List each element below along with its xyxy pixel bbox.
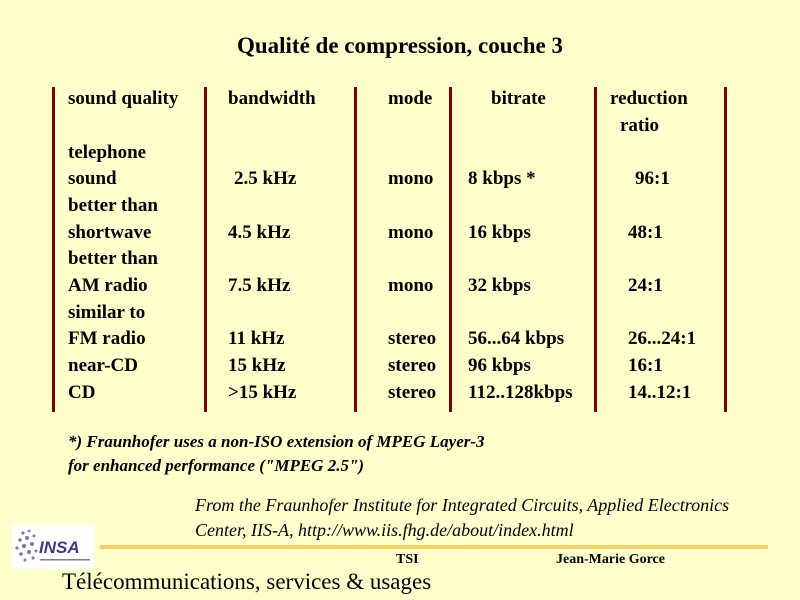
footer-divider (100, 545, 768, 549)
row4-reduction: 26...24:1 (628, 328, 697, 349)
svg-text:INSA: INSA (39, 538, 80, 557)
insa-logo-icon (12, 525, 94, 569)
footer-author: Jean-Marie Gorce (556, 552, 665, 567)
row2-bitrate: 16 kbps (468, 222, 531, 243)
row1-quality-line1: telephone (68, 142, 147, 163)
header-mode: mode (388, 88, 433, 109)
row4-bitrate: 56...64 kbps (468, 328, 565, 349)
row3-quality-line1: better than (68, 248, 158, 269)
footer-course: TSI (396, 552, 419, 567)
row3-mode: mono (388, 275, 434, 296)
footnote (68, 430, 485, 478)
row6-mode: stereo (388, 382, 437, 403)
row5-bitrate: 96 kbps (468, 355, 531, 376)
insa-logo (12, 525, 94, 569)
header-bandwidth: bandwidth (228, 88, 316, 109)
row6-reduction: 14..12:1 (628, 382, 692, 403)
source-line2: Center, IIS-A, http://www.iis.fhg.de/about/index.html (195, 520, 574, 540)
table-divider (204, 87, 207, 412)
table-divider (449, 87, 452, 412)
row5-mode: stereo (388, 355, 437, 376)
row5-quality: near-CD (68, 355, 138, 376)
row3-bandwidth: 7.5 kHz (228, 275, 291, 296)
row2-quality-line2: shortwave (68, 222, 152, 243)
footer-title: Télécommunications, services & usages (62, 569, 432, 594)
row5-reduction: 16:1 (628, 355, 663, 376)
row4-mode: stereo (388, 328, 437, 349)
row2-quality-line1: better than (68, 195, 158, 216)
header-ratio: ratio (620, 115, 660, 136)
row1-mode: mono (388, 168, 434, 189)
row1-bandwidth: 2.5 kHz (234, 168, 297, 189)
header-reduction: reduction (610, 88, 688, 109)
footnote-line1: *) Fraunhofer uses a non-ISO extension of MPEG Layer-3 (68, 432, 485, 451)
source-citation (195, 493, 729, 543)
row3-bitrate: 32 kbps (468, 275, 531, 296)
row4-quality-line2: FM radio (68, 328, 146, 349)
header-bitrate: bitrate (491, 88, 546, 109)
footnote-line2: for enhanced performance ("MPEG 2.5") (68, 456, 365, 475)
row6-quality: CD (68, 382, 96, 403)
row1-quality-line2: sound (68, 168, 117, 189)
row4-bandwidth: 11 kHz (228, 328, 285, 349)
row2-bandwidth: 4.5 kHz (228, 222, 291, 243)
row6-bitrate: 112..128kbps (468, 382, 573, 403)
row6-bandwidth: >15 kHz (228, 382, 297, 403)
slide-title: Qualité de compression, couche 3 (236, 33, 564, 58)
header-sound-quality: sound quality (68, 88, 179, 109)
table-divider (724, 87, 727, 412)
row3-reduction: 24:1 (628, 275, 663, 296)
table-divider (354, 87, 357, 412)
source-line1: From the Fraunhofer Institute for Integrated Circuits, Applied Electronics (195, 495, 730, 515)
row3-quality-line2: AM radio (68, 275, 148, 296)
table-divider (52, 87, 55, 412)
row2-mode: mono (388, 222, 434, 243)
row5-bandwidth: 15 kHz (228, 355, 286, 376)
row1-reduction: 96:1 (635, 168, 670, 189)
row4-quality-line1: similar to (68, 302, 146, 323)
row2-reduction: 48:1 (628, 222, 663, 243)
row1-bitrate: 8 kbps * (468, 168, 536, 189)
table-divider (594, 87, 597, 412)
